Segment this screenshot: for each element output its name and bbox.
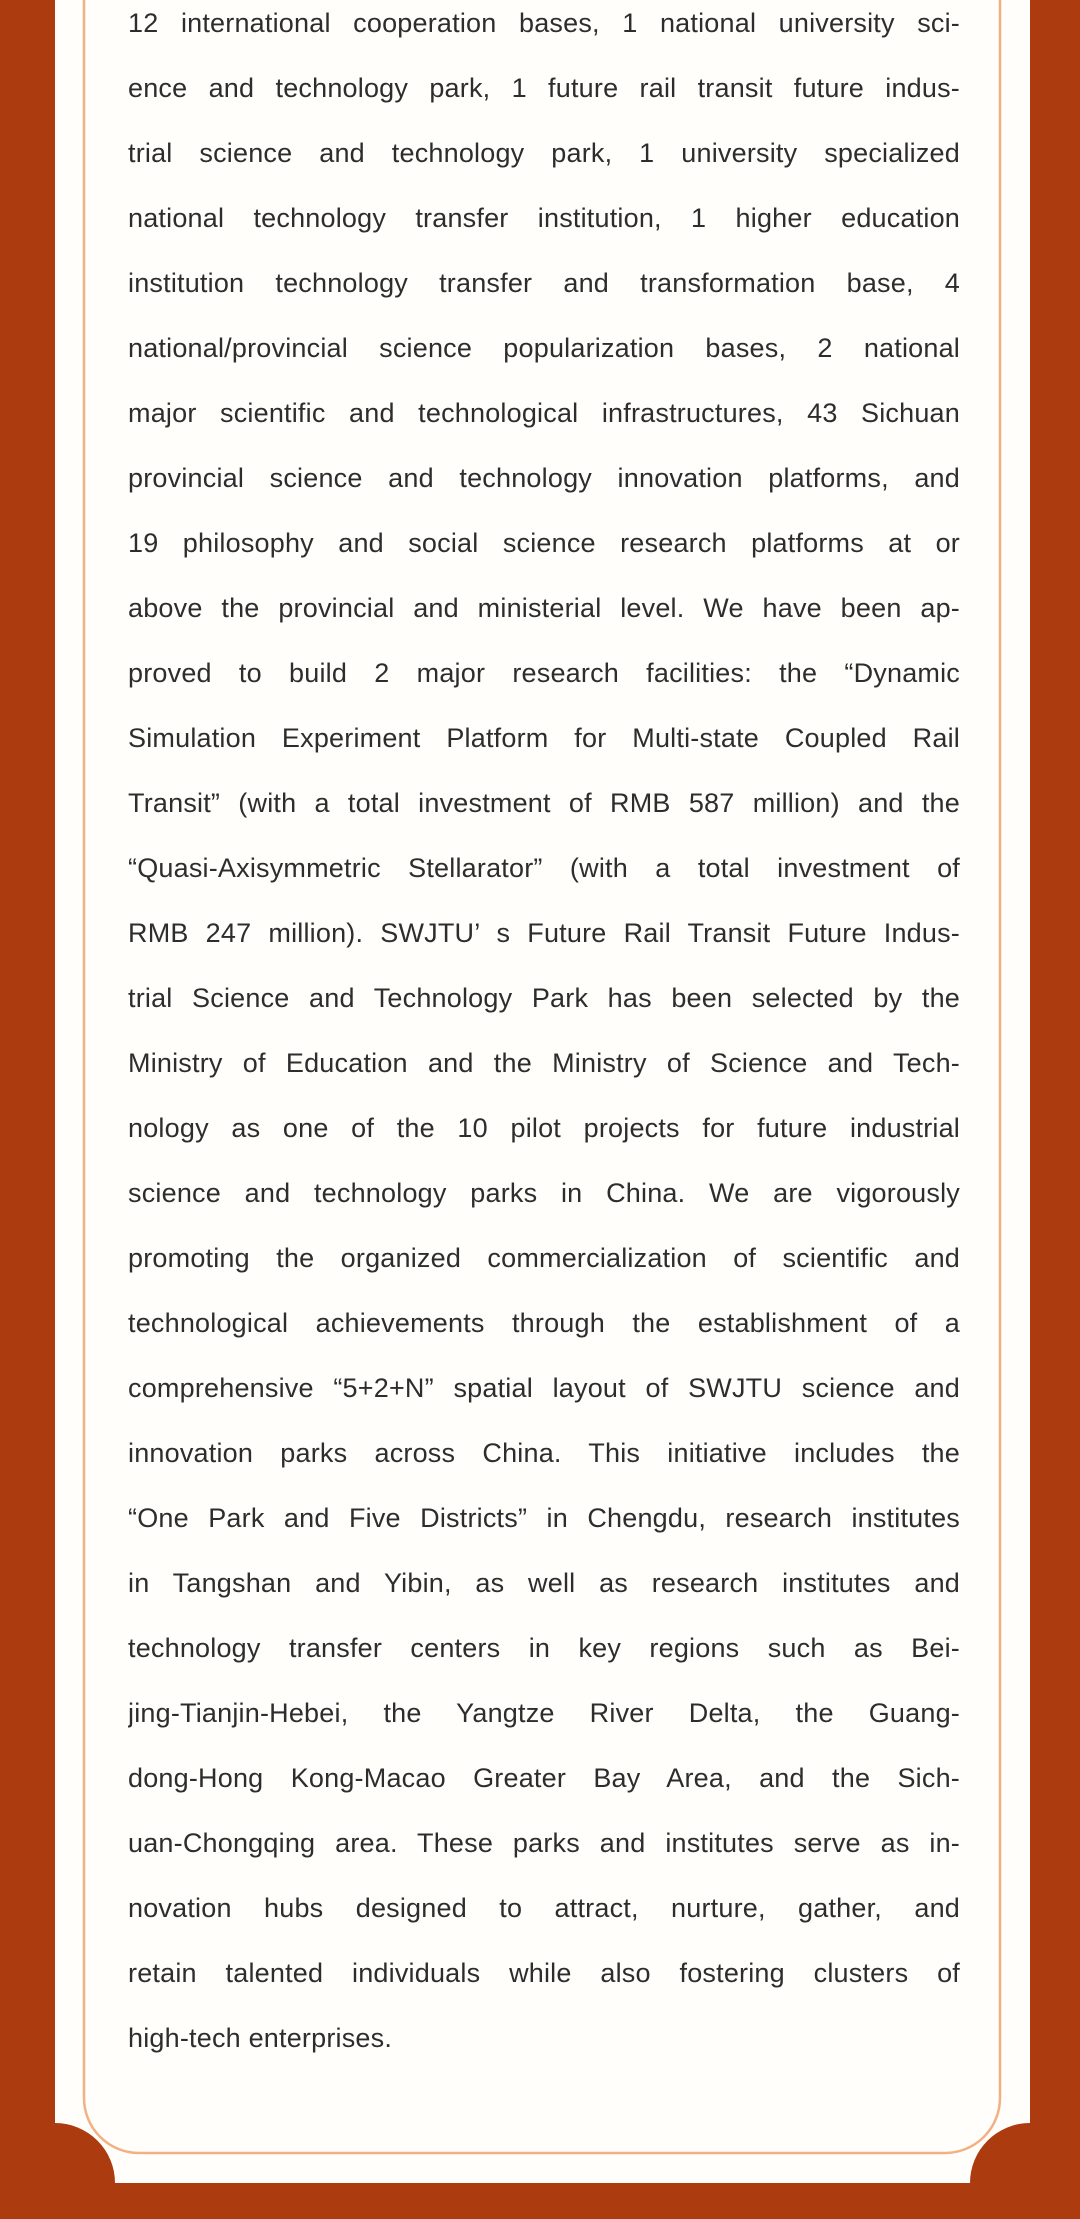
text-line: in Tangshan and Yibin, as well as research institutes and xyxy=(128,1568,960,1598)
text-line: “Quasi-Axisymmetric Stellarator” (with a total investment of xyxy=(128,853,960,883)
frame-bottom-band xyxy=(0,2183,1080,2219)
text-line: dong-Hong Kong-Macao Greater Bay Area, and the Sich- xyxy=(128,1763,960,1793)
text-line: science and technology parks in China. We are vigorously xyxy=(128,1178,960,1208)
text-line: innovation parks across China. This initiative includes the xyxy=(128,1438,960,1468)
frame-left-bar xyxy=(0,0,55,2219)
text-line: “One Park and Five Districts” in Chengdu, research institutes xyxy=(128,1503,960,1533)
text-line: national/provincial science popularization bases, 2 national xyxy=(128,333,960,363)
text-line: Transit” (with a total investment of RMB 587 million) and the xyxy=(128,788,960,818)
text-line: provincial science and technology innovation platforms, and xyxy=(128,463,960,493)
frame-right-bar xyxy=(1030,0,1080,2219)
text-line: Ministry of Education and the Ministry of Science and Tech- xyxy=(128,1048,960,1078)
text-line: technological achievements through the establishment of a xyxy=(128,1308,960,1338)
text-line: institution technology transfer and transformation base, 4 xyxy=(128,268,960,298)
text-line: retain talented individuals while also fostering clusters of xyxy=(128,1958,960,1988)
text-line: comprehensive “5+2+N” spatial layout of SWJTU science and xyxy=(128,1373,960,1403)
text-line: 12 international cooperation bases, 1 national university sci- xyxy=(128,8,960,38)
text-line: RMB 247 million). SWJTU’ s Future Rail Transit Future Indus- xyxy=(128,918,960,948)
text-line: Simulation Experiment Platform for Multi-state Coupled Rail xyxy=(128,723,960,753)
frame-corner-bottom-right xyxy=(970,2123,1030,2183)
text-line: trial Science and Technology Park has been selected by the xyxy=(128,983,960,1013)
text-line: promoting the organized commercialization of scientific and xyxy=(128,1243,960,1273)
text-line: above the provincial and ministerial level. We have been ap- xyxy=(128,593,960,623)
text-line: uan-Chongqing area. These parks and institutes serve as in- xyxy=(128,1828,960,1858)
text-line: 19 philosophy and social science research platforms at or xyxy=(128,528,960,558)
text-line: technology transfer centers in key regions such as Bei- xyxy=(128,1633,960,1663)
text-line: novation hubs designed to attract, nurture, gather, and xyxy=(128,1893,960,1923)
text-line: jing-Tianjin-Hebei, the Yangtze River Delta, the Guang- xyxy=(128,1698,960,1728)
text-line: high-tech enterprises. xyxy=(128,2023,393,2053)
text-line: major scientific and technological infrastructures, 43 Sichuan xyxy=(128,398,960,428)
text-line: trial science and technology park, 1 university specialized xyxy=(128,138,960,168)
text-line: proved to build 2 major research facilities: the “Dynamic xyxy=(128,658,960,688)
text-line: ence and technology park, 1 future rail transit future indus- xyxy=(128,73,960,103)
text-line: national technology transfer institution, 1 higher education xyxy=(128,203,960,233)
article-body xyxy=(128,0,960,2071)
frame-corner-bottom-left xyxy=(55,2123,115,2183)
text-line: nology as one of the 10 pilot projects for future industrial xyxy=(128,1113,960,1143)
